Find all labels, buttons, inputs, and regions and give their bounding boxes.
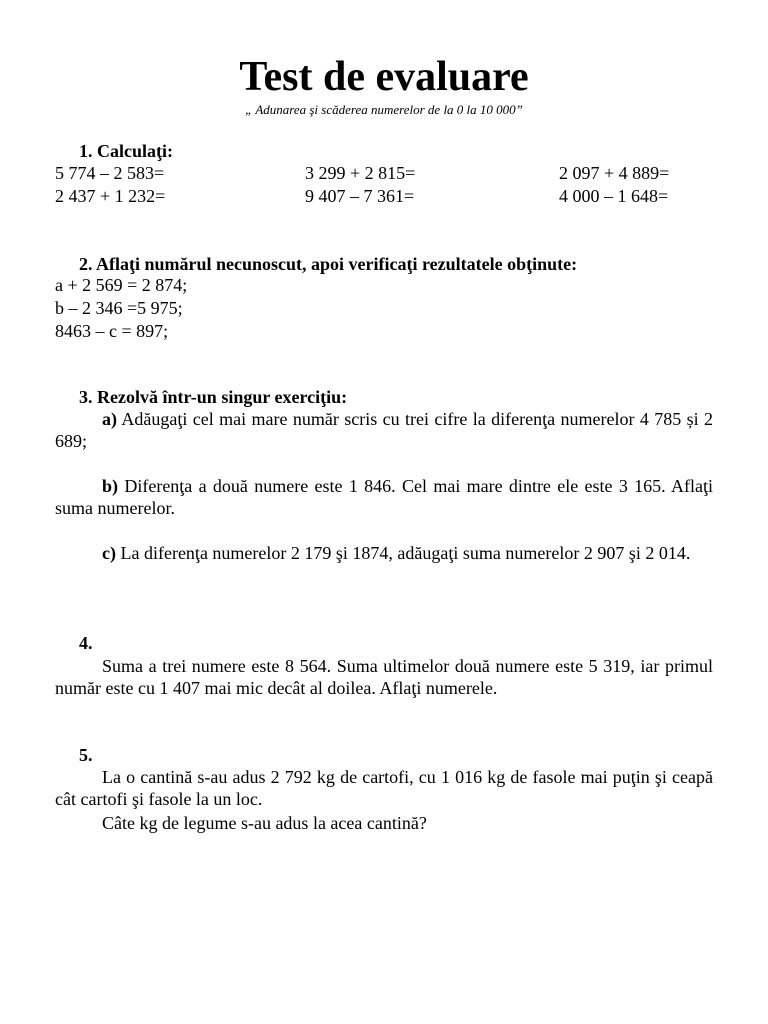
exercise-3-heading: 3. Rezolvă într-un singur exerciţiu:: [79, 387, 348, 407]
page-subtitle: „ Adunarea şi scăderea numerelor de la 0 la 10 000”: [245, 102, 523, 117]
exercise-1-item: 9 407 – 7 361=: [305, 186, 415, 206]
exercise-3c-label: c): [102, 543, 116, 563]
exercise-3b-text: Diferenţa a două numere este 1 846. Cel mai mare dintre ele este 3 165. Aflaţi suma numerelor.: [55, 476, 713, 518]
exercise-3b-label: b): [102, 476, 119, 496]
exercise-3c: [55, 542, 713, 564]
exercise-1-item: 3 299 + 2 815=: [305, 163, 416, 183]
exercise-5-number: 5.: [79, 745, 93, 765]
exercise-5-question: Câte kg de legume s-au adus la acea cantină?: [102, 813, 427, 833]
exercise-2-equation: b – 2 346 =5 975;: [55, 298, 183, 318]
exercise-3c-text: La diferenţa numerelor 2 179 şi 1874, adăugaţi suma numerelor 2 907 şi 2 014.: [115, 543, 691, 563]
page-title: Test de evaluare: [239, 54, 529, 100]
exercise-4-number: 4.: [79, 633, 93, 653]
exercise-2-heading: 2. Aflaţi numărul necunoscut, apoi verificaţi rezultatele obţinute:: [79, 254, 578, 274]
exercise-1-item: 4 000 – 1 648=: [559, 186, 669, 206]
exercise-3a: [55, 408, 713, 452]
exercise-1-item: 2 097 + 4 889=: [559, 163, 670, 183]
exercise-4-text: Suma a trei numere este 8 564. Suma ultimelor două numere este 5 319, iar primul număr este cu 1 407 mai mic decât al doilea. Aflaţi numerele.: [55, 656, 713, 698]
exercise-1-item: 5 774 – 2 583=: [55, 163, 165, 183]
exercise-1-item: 2 437 + 1 232=: [55, 186, 166, 206]
exercise-3a-text: Adăugaţi cel mai mare număr scris cu trei cifre la diferenţa numerelor 4 785 și 2 689;: [55, 409, 713, 451]
exercise-2-equation: a + 2 569 = 2 874;: [55, 275, 188, 295]
exercise-3b: [55, 475, 713, 519]
exercise-2-equation: 8463 – c = 897;: [55, 321, 169, 341]
exercise-3a-label: a): [102, 409, 117, 429]
exercise-5-text: La o cantină s-au adus 2 792 kg de cartofi, cu 1 016 kg de fasole mai puţin şi ceapă cât cartofi şi fasole la un loc.: [55, 767, 713, 809]
exercise-1-heading: 1. Calculaţi:: [79, 141, 173, 161]
